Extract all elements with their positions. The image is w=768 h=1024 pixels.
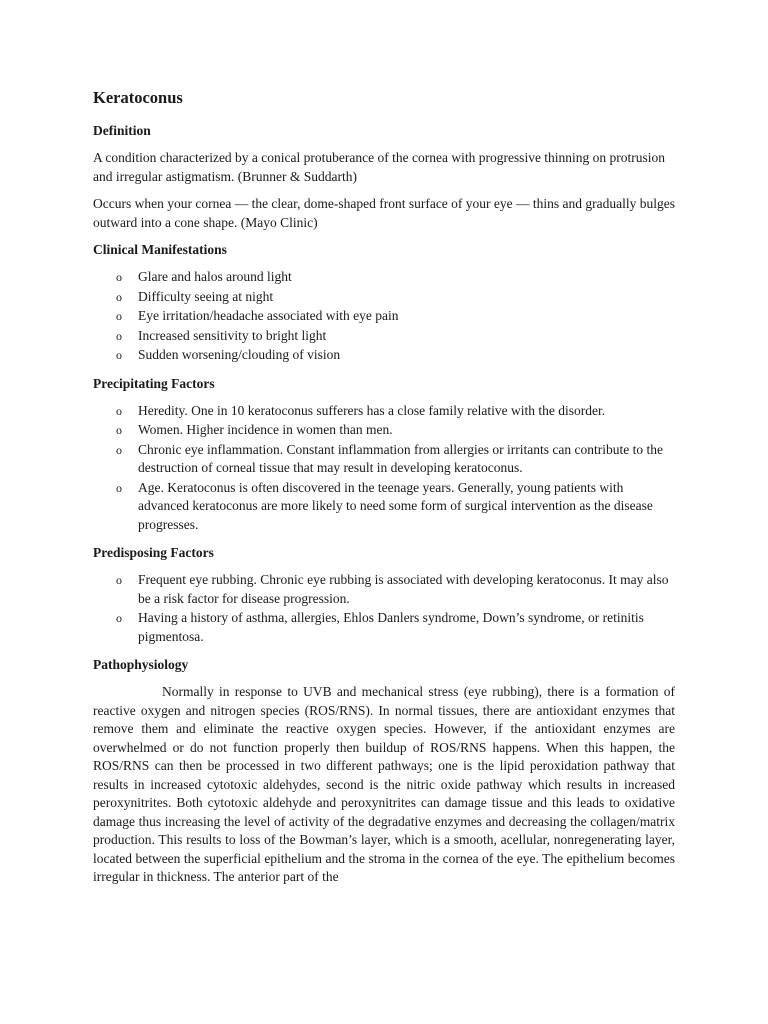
list-item-text: Eye irritation/headache associated with eye pain	[138, 308, 399, 323]
bullet-icon: o	[116, 442, 122, 457]
bullet-icon: o	[116, 309, 122, 323]
list-item	[93, 402, 675, 421]
list-item	[93, 571, 675, 608]
definition-paragraph-1: A condition characterized by a conical protuberance of the cornea with progressive thinning on protrusion and irregular astigmatism. (Brunner & Suddarth)	[93, 150, 666, 184]
list-item-text: Increased sensitivity to bright light	[138, 327, 327, 343]
list-item	[93, 307, 675, 326]
bullet-icon: o	[116, 328, 122, 343]
list-item-text: Women. Higher incidence in women than men.	[138, 422, 393, 437]
list-item-text: Age. Keratoconus is often discovered in the teenage years. Generally, young patients with advanced keratoconus are more likely to need some form of surgical intervention as the disease progresses.	[138, 479, 653, 532]
list-item	[93, 421, 675, 440]
bullet-icon: o	[116, 289, 122, 304]
list-item	[93, 346, 675, 365]
predisposing-factors-heading: Predisposing Factors	[93, 545, 214, 560]
list-item-text: Chronic eye inflammation. Constant inflammation from allergies or irritants can contribute to the destruction of corneal tissue that may result in developing keratoconus.	[138, 441, 663, 475]
list-item	[93, 479, 675, 535]
pathophysiology-paragraph: Normally in response to UVB and mechanical stress (eye rubbing), there is a formation of reactive oxygen and nitrogen species (ROS/RNS). In normal tissues, there are antioxidant enzymes that remove them and eliminate the reactive oxygen species. However, if the antioxidant enzymes are overwhelmed or do not function properly then buildup of ROS/RNS happens. When this happen, the ROS/RNS can then be processed in two different pathways; one is the lipid peroxidation pathway that results in increased cytotoxic aldehydes, second is the nitric oxide pathway which results in increased peroxynitrites. Both cytotoxic aldehyde and peroxynitrites can damage tissue and this leads to oxidative damage thus increasing the level of activity of the degradative enzymes and decreasing the collagen/matrix production. This results to loss of the Bowman’s layer, which is a smooth, acellular, nonregenerating layer, located between the superficial epithelium and the stroma in the cornea of the eye. The epithelium becomes irregular in thickness. The anterior part of the	[93, 684, 675, 884]
bullet-icon: o	[116, 270, 122, 284]
clinical-manifestations-list	[93, 268, 675, 365]
precipitating-factors-list	[93, 402, 675, 535]
list-item-text: Heredity. One in 10 keratoconus sufferers has a close family relative with the disorder.	[138, 402, 606, 418]
list-item-text: Sudden worsening/clouding of vision	[138, 347, 341, 362]
pathophysiology-heading: Pathophysiology	[93, 657, 189, 672]
list-item-text: Difficulty seeing at night	[138, 288, 274, 304]
list-item	[93, 609, 675, 646]
list-item	[93, 327, 675, 346]
bullet-icon: o	[116, 403, 122, 418]
list-item	[93, 441, 675, 478]
bullet-icon: o	[116, 348, 122, 362]
list-item-text: Glare and halos around light	[138, 269, 292, 284]
clinical-manifestations-heading: Clinical Manifestations	[93, 242, 227, 257]
list-item	[93, 268, 675, 287]
list-item-text: Frequent eye rubbing. Chronic eye rubbing is associated with developing keratoconus. It may also be a risk factor for disease progression.	[138, 572, 669, 606]
list-item-text: Having a history of asthma, allergies, Ehlos Danlers syndrome, Down’s syndrome, or retinitis pigmentosa.	[138, 610, 644, 644]
list-item	[93, 288, 675, 307]
document-page	[93, 88, 675, 887]
definition-paragraph-2: Occurs when your cornea — the clear, dome-shaped front surface of your eye — thins and gradually bulges outward into a cone shape. (Mayo Clinic)	[93, 196, 676, 230]
precipitating-factors-heading: Precipitating Factors	[93, 375, 215, 391]
document-title: Keratoconus	[93, 88, 183, 107]
bullet-icon: o	[116, 423, 122, 437]
bullet-icon: o	[116, 611, 122, 625]
bullet-icon: o	[116, 480, 122, 495]
bullet-icon: o	[116, 573, 122, 587]
definition-heading: Definition	[93, 123, 151, 138]
predisposing-factors-list	[93, 571, 675, 646]
